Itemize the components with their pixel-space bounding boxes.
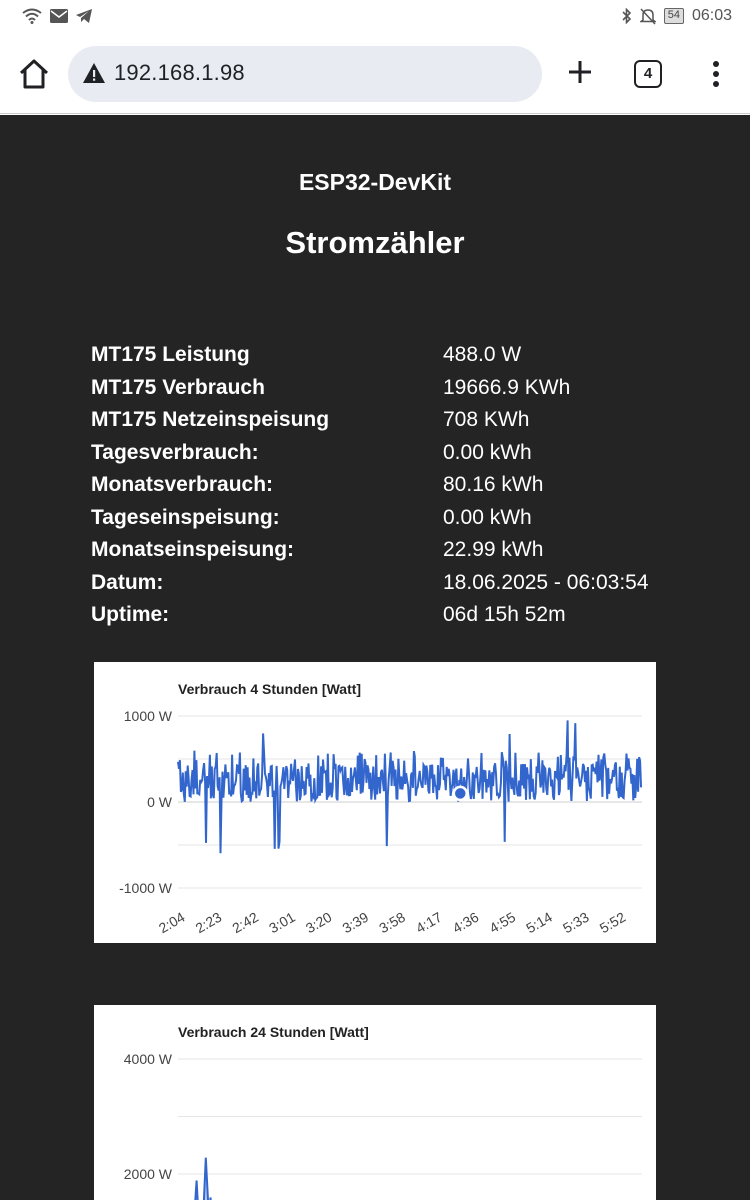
stat-row [91, 603, 691, 636]
stat-value: 0.00 kWh [443, 440, 532, 464]
home-icon[interactable] [16, 56, 52, 92]
x-tick-label: 3:58 [376, 908, 408, 937]
y-tick-label: 2000 W [123, 1166, 172, 1182]
new-tab-icon[interactable] [562, 54, 598, 90]
stat-label: Monatseinspeisung: [91, 538, 295, 561]
x-tick-label: 5:52 [596, 908, 629, 937]
tab-switcher-button[interactable]: 4 [634, 60, 662, 88]
battery-icon: 54 [664, 8, 684, 24]
status-bar [0, 0, 750, 34]
stat-value: 0.00 kWh [443, 505, 532, 529]
stat-value: 06d 15h 52m [443, 603, 566, 626]
stat-label: MT175 Leistung [91, 343, 250, 366]
device-name: ESP32-DevKit [298, 169, 452, 195]
chart-24h-svg [94, 1005, 656, 1200]
x-tick-label: 2:42 [229, 908, 261, 937]
chart-4h-highlight-point [454, 787, 467, 800]
stat-row [91, 441, 691, 474]
stat-label: Tageseinspeisung: [91, 505, 280, 529]
stat-value: 80.16 kWh [443, 473, 544, 496]
x-tick-label: 3:01 [266, 908, 298, 937]
x-tick-label: 5:33 [559, 908, 592, 937]
stat-value: 488.0 W [443, 343, 522, 366]
chart-4h-series-line [178, 720, 642, 853]
x-tick-label: 5:14 [523, 908, 555, 937]
stat-label: Uptime: [91, 603, 170, 626]
stat-row [91, 408, 691, 441]
stat-value: 18.06.2025 - 06:03:54 [443, 570, 649, 594]
warning-icon[interactable] [82, 62, 106, 84]
mute-notification-icon [640, 8, 656, 25]
stat-row [91, 473, 691, 506]
stat-row [91, 376, 691, 409]
chart-4h-svg [94, 662, 656, 943]
stat-row [91, 343, 691, 376]
page-content [0, 115, 750, 1200]
stat-label: Tagesverbrauch: [91, 440, 259, 464]
x-tick-label: 4:17 [413, 908, 445, 937]
stats-table [91, 343, 691, 636]
chart-24h-series-line [178, 1158, 642, 1200]
x-tick-label: 4:36 [449, 908, 482, 937]
more-menu-icon[interactable] [706, 56, 726, 92]
x-tick-label: 2:04 [155, 908, 188, 937]
page-title: Stromzähler [285, 225, 465, 260]
x-tick-label: 2:23 [192, 908, 225, 937]
address-bar[interactable] [68, 46, 542, 102]
y-tick-label: 0 W [147, 794, 172, 810]
x-tick-label: 3:20 [302, 908, 335, 937]
url-text: 192.168.1.98 [114, 60, 245, 85]
x-tick-label: 3:39 [339, 908, 372, 937]
bluetooth-icon [622, 8, 632, 24]
y-tick-label: 1000 W [123, 708, 172, 724]
chart-24h-series-area [178, 1158, 642, 1200]
status-time: 06:03 [691, 7, 732, 24]
stat-row [91, 506, 691, 539]
y-tick-label: 4000 W [123, 1051, 172, 1067]
wifi-icon [22, 8, 42, 24]
stat-label: Monatsverbrauch: [91, 473, 274, 496]
stat-value: 708 KWh [443, 408, 530, 431]
chart-24h-title: Verbrauch 24 Stunden [Watt] [178, 1024, 369, 1040]
browser-toolbar [0, 34, 750, 114]
telegram-icon [76, 9, 92, 23]
mail-icon [50, 9, 68, 23]
x-tick-label: 4:55 [486, 908, 519, 937]
chart-4h [94, 662, 656, 943]
stat-value: 19666.9 KWh [443, 375, 571, 399]
y-tick-label: -1000 W [119, 880, 172, 896]
stat-label: MT175 Netzeinspeisung [91, 408, 330, 431]
stat-label: MT175 Verbrauch [91, 375, 265, 399]
stat-value: 22.99 kWh [443, 538, 544, 561]
chart-24h [94, 1005, 656, 1200]
stat-row [91, 571, 691, 604]
stat-row [91, 538, 691, 571]
stat-label: Datum: [91, 570, 164, 594]
chart-4h-title: Verbrauch 4 Stunden [Watt] [178, 681, 362, 697]
